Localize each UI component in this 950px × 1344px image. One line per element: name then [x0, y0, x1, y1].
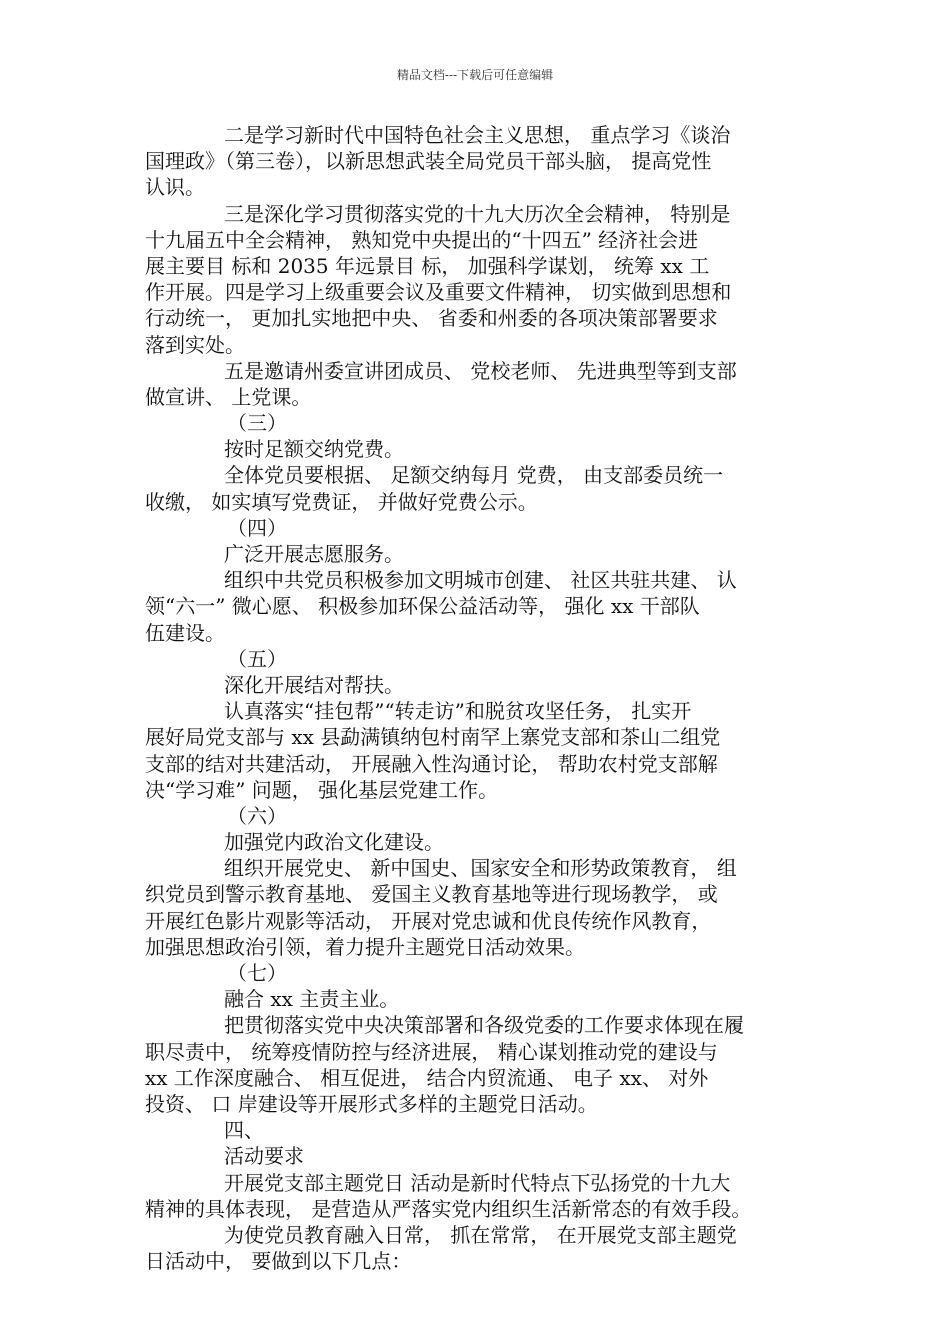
text-line: 为使党员教育融入日常， 抓在常常， 在开展党支部主题党	[224, 1222, 737, 1247]
text-line: 精神的具体表现， 是营造从严落实党内组织生活新常态的有效手段。	[145, 1196, 752, 1221]
text-line: （七）	[227, 961, 287, 985]
text-line: 认识。	[145, 175, 205, 200]
text-line: 支部的结对共建活动， 开展融入性沟通讨论， 帮助农村党支部解	[145, 751, 718, 776]
text-line: 织党员到警示教育基地、 爱国主义教育基地等进行现场教学， 或	[145, 882, 718, 907]
text-line: 伍建设。	[145, 620, 225, 645]
text-line: （四）	[227, 515, 287, 540]
page-header: 精品文档---下载后可任意编辑	[396, 68, 554, 82]
text-line: 按时足额交纳党费。	[224, 437, 404, 462]
text-line: 四、	[224, 1118, 264, 1143]
text-line: 组织中共党员积极参加文明城市创建、 社区共驻共建、 认	[224, 568, 737, 593]
text-line: 国理政》（第三卷），以新思想武装全局党员干部头脑， 提高党性	[145, 149, 712, 174]
text-line: 三是深化学习贯彻落实党的十九大历次全会精神， 特别是	[224, 201, 731, 226]
text-line: （五）	[227, 646, 287, 671]
text-line: 展主要目 标和 2035 年远景目 标， 加强科学谋划， 统筹 xx 工	[145, 253, 710, 278]
text-line: 落到实处。	[145, 332, 245, 357]
text-line: 展好局党支部与 xx 县勐满镇纳包村南罕上寨党支部和茶山二组党	[145, 725, 721, 750]
text-line: 开展党支部主题党日 活动是新时代特点下弘扬党的十九大	[224, 1170, 731, 1195]
text-line: 认真落实“挂包帮”“转走访”和脱贫攻坚任务， 扎实开	[224, 699, 692, 724]
text-line: 加强思想政治引领，着力提升主题党日活动效果。	[145, 934, 585, 959]
text-line: 融合 xx 主责主业。	[224, 987, 400, 1012]
text-line: 组织开展党史、 新中国史、国家安全和形势政策教育， 组	[224, 856, 737, 881]
text-line: 领“六一” 微心愿、 积极参加环保公益活动等， 强化 xx 干部队	[145, 594, 700, 619]
text-line: 十九届五中全会精神， 熟知党中央提出的“十四五” 经济社会进	[145, 227, 699, 252]
document-body	[145, 122, 807, 1274]
text-line: 作开展。四是学习上级重要会议及重要文件精神， 切实做到思想和	[145, 280, 732, 305]
text-line: 把贯彻落实党中央决策部署和各级党委的工作要求体现在履	[224, 1013, 744, 1038]
text-line: 投资、 口 岸建设等开展形式多样的主题党日活动。	[145, 1091, 598, 1116]
text-line: 活动要求	[224, 1144, 304, 1169]
text-line: 做宣讲、 上党课。	[145, 384, 312, 409]
text-line: 深化开展结对帮扶。	[224, 672, 404, 697]
text-line: 全体党员要根据、 足额交纳每月 党费， 由支部委员统一	[224, 463, 724, 488]
text-line: 五是邀请州委宣讲团成员、 党校老师、 先进典型等到支部	[224, 358, 737, 383]
text-line: 加强党内政治文化建设。	[224, 830, 444, 855]
text-line: （六）	[227, 803, 287, 828]
text-line: 日活动中， 要做到以下几点：	[145, 1249, 412, 1274]
text-line: 行动统一， 更加扎实地把中央、 省委和州委的各项决策部署要求	[145, 306, 718, 331]
text-line: 开展红色影片观影等活动， 开展对党忠诚和优良传统作风教育，	[145, 908, 712, 933]
text-line: 收缴， 如实填写党费证， 并做好党费公示。	[145, 489, 538, 514]
text-line: 职尽责中， 统筹疫情防控与经济进展， 精心谋划推动党的建设与	[145, 1039, 718, 1064]
text-line: 决“学习难” 问题， 强化基层党建工作。	[145, 777, 499, 802]
text-line: 二是学习新时代中国特色社会主义思想， 重点学习《谈治	[224, 123, 731, 147]
text-line: 广泛开展志愿服务。	[224, 542, 404, 566]
text-line: xx 工作深度融合、 相互促进， 结合内贸流通、 电子 xx、 对外	[145, 1065, 709, 1090]
text-line: （三）	[227, 411, 287, 436]
